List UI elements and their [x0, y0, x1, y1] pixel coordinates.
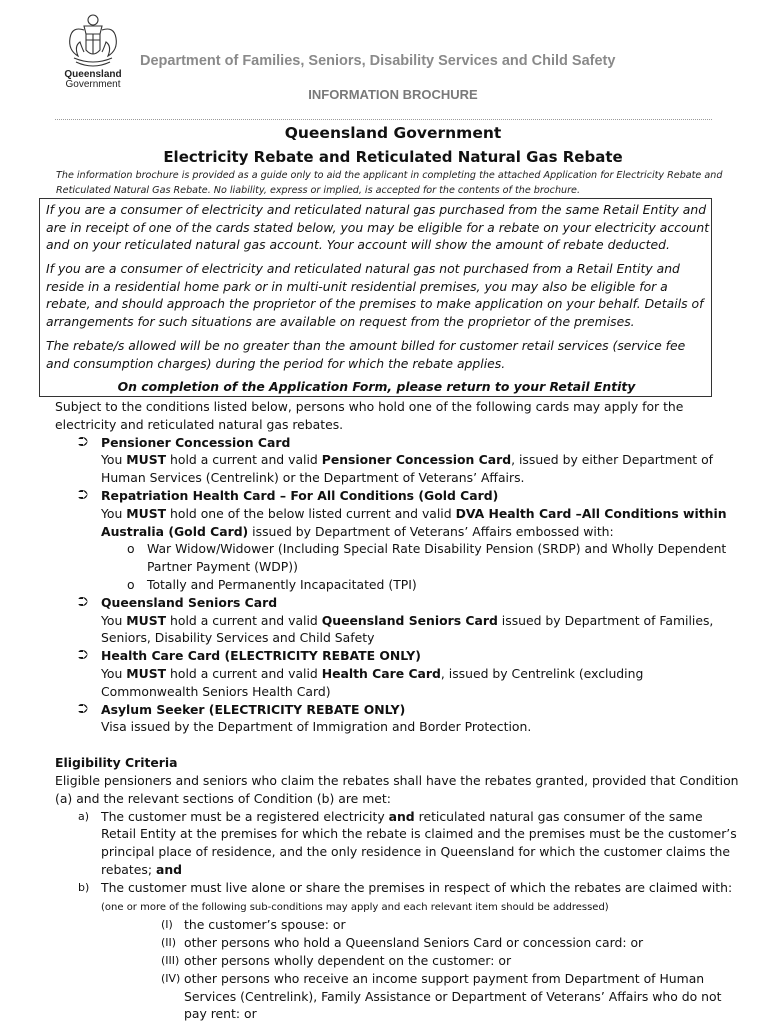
card-health-care: [55, 647, 740, 700]
brochure-label: INFORMATION BROCHURE: [308, 87, 478, 102]
card-description: You MUST hold a current and valid Health Care Card, issued by Centrelink (excluding Commonwealth Seniors Health Card): [101, 665, 644, 699]
logo-text-queensland: Queensland: [64, 69, 122, 80]
eligibility-heading: Eligibility Criteria: [55, 755, 178, 771]
arrow-bullet-icon: ⮊: [78, 594, 88, 610]
card-pensioner-concession: [55, 434, 740, 487]
brochure-body: [55, 398, 740, 1023]
disclaimer-text: The information brochure is provided as a guide only to aid the applicant in completing the attached Application for Electricity Rebate and Reticulated Natural Gas Rebate. No liability, express or implied, is accepted for the contents of the brochure.: [56, 170, 723, 196]
notice-paragraph-3: The rebate/s allowed will be no greater than the amount billed for customer retail services (service fee and consumption charges) during the period for which the rebate applies.: [46, 338, 686, 371]
card-heading: Pensioner Concession Card: [101, 434, 291, 450]
card-description: Visa issued by the Department of Immigration and Border Protection.: [101, 719, 532, 735]
card-description: You MUST hold one of the below listed current and valid DVA Health Card –All Conditions within Australia (Gold Card) issued by Department of Veterans’ Affairs embossed with:: [101, 505, 727, 539]
card-heading: Health Care Card (ELECTRICITY REBATE ONLY): [101, 648, 421, 664]
card-queensland-seniors: [55, 594, 740, 647]
header-divider: [55, 119, 712, 120]
arrow-bullet-icon: ⮊: [78, 487, 88, 503]
logo-text-government: Government: [65, 79, 121, 90]
sub-item: o War Widow/Widower (Including Special Rate Disability Pension (SRDP) and Wholly Dependent Partner Payment (WDP)): [127, 541, 727, 575]
notice-box: [39, 198, 712, 397]
card-heading: Repatriation Health Card – For All Conditions (Gold Card): [101, 487, 499, 503]
card-description: You MUST hold a current and valid Queensland Seniors Card issued by Department of Families, Seniors, Disability Services and Child Safety: [101, 612, 714, 646]
notice-paragraph-2: If you are a consumer of electricity and reticulated natural gas not purchased from a Retail Entity and reside in a residential home park or in multi-unit residential premises, you may also be eligible for a rebate, and should approach the proprietor of the premises to make application on your behalf. Details of arrangements for such situations are available on request from the proprietor of the premises.: [46, 261, 704, 329]
sub-condition: (IV) other persons who receive an income support payment from Department of Human Services (Centrelink), Family Assistance or Department of Veterans’ Affairs who do not pay rent: or: [161, 970, 722, 1022]
department-name: Department of Families, Seniors, Disability Services and Child Safety: [140, 53, 616, 69]
card-repatriation-health: [55, 487, 740, 540]
condition-a: a) The customer must be a registered electricity and reticulated natural gas consumer of the same Retail Entity at the premises for which the rebate is claimed and the premises must be the customer’s principal place of residence, and the only residence in Queensland for which the customer claims the rebates; and: [78, 808, 737, 877]
sub-condition: (I) the customer’s spouse: or: [161, 917, 346, 933]
page-subtitle: Electricity Rebate and Reticulated Natural Gas Rebate: [163, 148, 623, 166]
notice-paragraph-1: If you are a consumer of electricity and reticulated natural gas purchased from the same Retail Entity and are in receipt of one of the cards stated below, you may be eligible for a rebate on your electricity account and on your reticulated natural gas account. Your account will show the amount of rebate deducted.: [46, 202, 710, 253]
coat-of-arms-icon: [62, 12, 124, 70]
card-heading: Asylum Seeker (ELECTRICITY REBATE ONLY): [101, 701, 406, 717]
condition-b: b) The customer must live alone or share the premises in respect of which the rebates are claimed with: (one or more of the following sub-conditions may apply and each relevant item should be addressed): [78, 879, 733, 913]
sub-condition: (III) other persons wholly dependent on the customer: or: [161, 952, 512, 968]
cards-intro: Subject to the conditions listed below, persons who hold one of the following cards may apply for the electricity and reticulated natural gas rebates.: [55, 399, 684, 432]
queensland-government-logo: [58, 12, 128, 94]
arrow-bullet-icon: ⮊: [78, 434, 88, 450]
arrow-bullet-icon: ⮊: [78, 648, 88, 664]
sub-condition: (II) other persons who hold a Queensland Seniors Card or concession card: or: [161, 935, 644, 951]
eligibility-intro: Eligible pensioners and seniors who claim the rebates shall have the rebates granted, provided that Condition (a) and the relevant sections of Condition (b) are met:: [55, 772, 739, 806]
notice-closing: On completion of the Application Form, please return to your Retail Entity: [117, 379, 636, 394]
card-heading: Queensland Seniors Card: [101, 594, 278, 610]
arrow-bullet-icon: ⮊: [78, 701, 88, 717]
card-asylum-seeker: [55, 701, 740, 737]
card-description: You MUST hold a current and valid Pensioner Concession Card, issued by either Department of Human Services (Centrelink) or the Department of Veterans’ Affairs.: [101, 452, 714, 486]
sub-item: o Totally and Permanently Incapacitated (TPI): [127, 576, 417, 592]
page-title: Queensland Government: [284, 124, 502, 142]
